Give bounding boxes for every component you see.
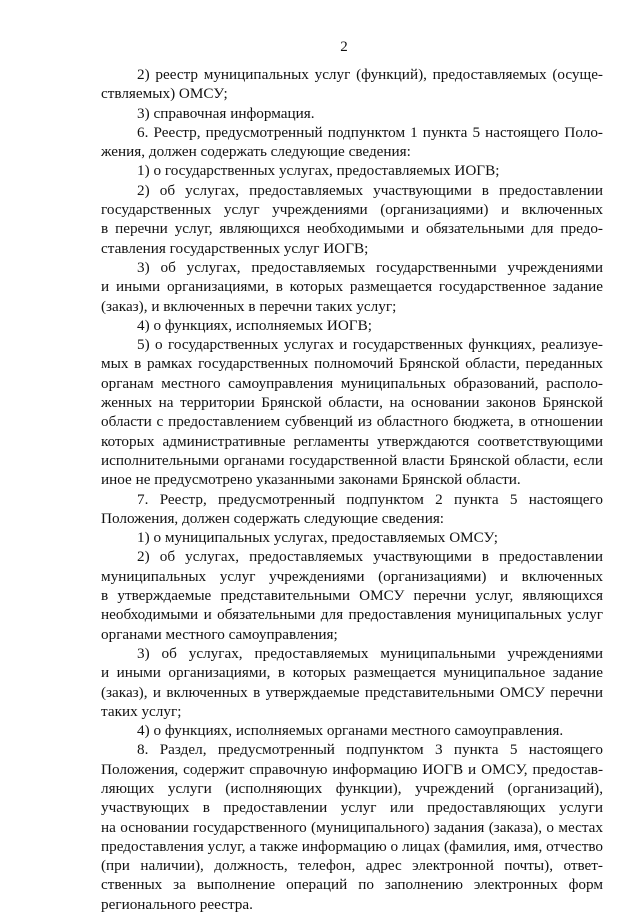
text-line: таких услуг; [101, 702, 182, 720]
text-line: на основании государственного (муниципального) задания (заказа), о местах [101, 818, 603, 836]
text-line: (заказ), и включенных в утверждаемые представительными ОМСУ перечни [101, 683, 603, 701]
text-line: 6. Реестр, предусмотренный подпунктом 1 пункта 5 настоящего Поло- [137, 123, 603, 141]
text-line: исполнительными органами государственной власти Брянской области, если [101, 451, 603, 469]
text-line: ствляемых) ОМСУ; [101, 85, 228, 103]
text-line: 8. Раздел, предусмотренный подпунктом 3 пункта 5 настоящего [137, 741, 603, 759]
text-line: иное не предусмотрено указанными законами Брянской области. [101, 471, 521, 489]
text-line: участвующих в предоставлении услуг или предоставляющих услуги [101, 799, 603, 817]
text-line: 4) о функциях, исполняемых ИОГВ; [137, 316, 372, 334]
text-line: 5) о государственных услугах и государственных функциях, реализуе- [137, 336, 603, 354]
text-line: ляющих услуги (исполняющих функции), учреждений (организаций), [101, 779, 603, 797]
text-line: и иными организациями, в которых размещается государственное задание [101, 278, 603, 296]
text-line: муниципальных услуг учреждениями (организациями) и включенных [101, 567, 603, 585]
text-line: в перечни услуг, являющихся необходимыми и обязательными для предо- [101, 220, 603, 238]
text-line: области с предоставлением субвенций из областного бюджета, в отношении [101, 413, 603, 431]
text-line: женных на территории Брянской области, на основании законов Брянской [101, 394, 603, 412]
text-line: 2) об услугах, предоставляемых участвующими в предоставлении [137, 181, 603, 199]
page-number: 2 [340, 39, 348, 55]
text-line: мых в рамках государственных полномочий Брянской области, переданных [101, 355, 603, 373]
text-line: и иными организациями, в которых размещается муниципальное задание [101, 664, 603, 682]
text-line: 3) об услугах, предоставляемых государственными учреждениями [137, 258, 603, 276]
text-line: ставления государственных услуг ИОГВ; [101, 239, 369, 257]
text-line: 2) реестр муниципальных услуг (функций), предоставляемых (осуще- [137, 66, 603, 83]
text-line: органами местного самоуправления; [101, 625, 338, 643]
text-line: регионального реестра. [101, 895, 253, 913]
text-line: ственных за выполнение операций по заполнению электронных форм [101, 876, 603, 894]
text-line: (при наличии), должность, телефон, адрес электронной почты), ответ- [101, 857, 603, 875]
text-line: 1) о государственных услугах, предоставляемых ИОГВ; [137, 162, 500, 180]
text-line: органам местного самоуправления муниципальных образований, располо- [101, 374, 603, 392]
text-line: 3) об услугах, предоставляемых муниципальными учреждениями [137, 644, 603, 662]
text-line: которых административные регламенты утверждаются соответствующими [101, 432, 603, 450]
text-line: в утверждаемые представительными ОМСУ перечни услуг, являющихся [101, 587, 603, 605]
text-line: Положения, содержит справочную информацию ИОГВ и ОМСУ, предостав- [101, 760, 603, 778]
text-line: 1) о муниципальных услугах, предоставляемых ОМСУ; [137, 529, 498, 547]
text-line: 4) о функциях, исполняемых органами местного самоуправления. [137, 722, 564, 740]
text-line: жения, должен содержать следующие сведения: [101, 143, 411, 161]
text-line: необходимыми и обязательными для предоставления муниципальных услуг [101, 606, 603, 624]
document-body [101, 65, 603, 914]
text-line: 2) об услугах, предоставляемых участвующими в предоставлении [137, 548, 603, 566]
text-line: Положения, должен содержать следующие сведения: [101, 509, 445, 527]
text-line: 7. Реестр, предусмотренный подпунктом 2 пункта 5 настоящего [137, 490, 603, 508]
text-line: 3) справочная информация. [137, 104, 315, 122]
text-line: (заказ), и включенных в перечни таких услуг; [101, 297, 397, 315]
text-line: предоставления услуг, а также информацию о лицах (фамилия, имя, отчество [101, 837, 603, 855]
text-line: государственных услуг учреждениями (организациями) и включенных [101, 201, 603, 219]
